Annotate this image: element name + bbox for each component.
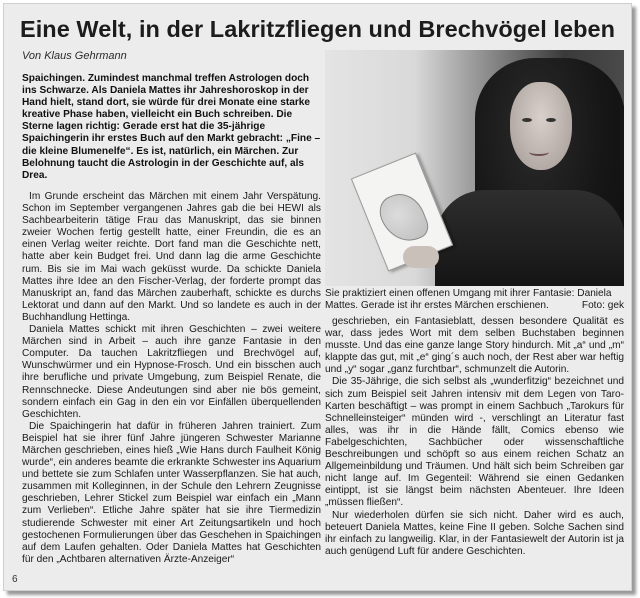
photo-body [435, 190, 624, 286]
article-column-2 [325, 316, 624, 558]
paragraph: Nur wiederholen dürfen sie sich nicht. Daher wird es auch, beteuert Daniela Mattes, keine Fine II geben. Solche Sachen sind ihr einfach zu langweilig. Klar, in der Fantasiewelt der Autorin ist ja auch genügend Luft für andere Geschichten. [325, 509, 624, 557]
paragraph: geschrieben, ein Fantasieblatt, dessen besondere Qualität es war, dass jedes Wort mit dem selben Buchstaben beginnen musste. Und das eine ganze lange Story hindurch. Mit „a“ und „m“ klappte das gut, mit „e“ ging´s auch noch, der Rest aber war heftig und „y“ sogar „ganz furchtbar“, schmunzelt die Autorin. [325, 316, 624, 376]
paragraph: Im Grunde erscheint das Märchen mit einem Jahr Verspätung. Schon im September vergangenen Jahres gab die bei HEWI als Sachbearbeiterin tätige Frau das Manuskript, das sie binnen zweier Wochen fertig gestellt hatte, einer Freundin, die es an einen Verlag weiter reichte. Dort fand man die Geschichte nett, hatte aber kein Budget frei. Und dann lag die arme Geschichte rum. Bis sie im Mai wach geküsst wurde. Da schickte Daniela Mattes ihre Idee an den Fischer-Verlag, der forderte prompt das Manuskript an, fand das Märchen zauberhaft, schickte es durchs Lektorat und dann auf den Markt. Und so landete es auch in der Buchhandlung Hettinga. [22, 191, 321, 323]
newspaper-page [3, 3, 632, 591]
photo-caption-text: Sie praktiziert einen offenen Umgang mit ihrer Fantasie: Daniela Mattes. Gerade ist ihr erstes Märchen erschienen. [325, 288, 612, 312]
photo-credit: Foto: gek [581, 300, 624, 312]
photo-eye-right [546, 118, 556, 122]
photo-hand [403, 246, 439, 268]
article-column-1 [22, 191, 321, 566]
page-number: 6 [12, 574, 18, 585]
paragraph: Daniela Mattes schickt mit ihren Geschichten – zwei weitere Märchen sind in Arbeit – auch ihre ganze Fantasie in den Computer. Da tauchen Lakritzfliegen und Brechvögel auf, Wunschwürmer und ein Hypnose-Frosch. Und ein bisschen auch ihre berufliche und private Umgebung, zum Beispiel Renate, die Rennschnecke. Diese Andeutungen sind aber nie bös gemeint, sondern einfach ein Gag in den ein vor Einfällen überquellenden Geschichten. [22, 324, 321, 420]
book-cover-art [374, 187, 432, 249]
article-lead: Spaichingen. Zumindest manchmal treffen Astrologen doch ins Schwarze. Als Daniela Mattes ihr Jahreshoroskop in der Hand hielt, stand dort, sie würde für drei Monate eine starke kreative Phase haben, vielleicht ein Buch schreiben. Die Sterne lagen richtig: Gerade erst hat die 35-jährige Spaichingerin ihr erstes Buch auf den Markt gebracht: „Fine – die kleine Blumenelfe“. Es ist, natürlich, ein Märchen. Zur Belohnung taucht die Astrologin in der Geschichte auf, als Drea. [22, 73, 321, 181]
article-byline: Von Klaus Gehrmann [22, 50, 127, 62]
author-photo [325, 50, 624, 286]
photo-mouth [529, 148, 549, 156]
paragraph: Die 35-Jährige, die sich selbst als „wunderfitzig“ bezeichnet und sich zum Beispiel seit Jahren intensiv mit dem Legen von Taro-Karten beschäftigt – was prompt in einem Sachbuch „Tarokurs für Schnelleinsteiger“ münden wird -, verschlingt an Literatur fast alles, was ihr in die Hände fällt, Comics ebenso wie Fabelgeschichten, Sachbücher oder wissenschaftliche Beschreibungen und schöpft so aus einem reichen Schatz an Allgemeinbildung und Träumen. Und hält sich beim Schreiben gar nicht lange auf. Im Gegenteil: Während sie einen Gedanken eintippt, ist sie längst beim nächsten Abenteuer. Ihre Ideen „müssen fließen“. [325, 376, 624, 509]
article-title: Eine Welt, in der Lakritzfliegen und Brechvögel leben [20, 16, 616, 42]
paragraph: Die Spaichingerin hat dafür in früheren Jahren trainiert. Zum Beispiel hat sie ihrer fünf Jahre jüngeren Schwester Marianne Märchen geschrieben, eines hieß „Wie Hans durch Faulheit König wurde“, ein anderes beamte die erkrankte Schwester ins Aquarium und bettete sie zum Schlafen unter Wasserpflanzen. Sie hat auch, zusammen mit Kolleginnen, in der Schule den Lehrern Zeugnisse geschrieben, Lehrer Stickel zum Beispiel war einfach ein „Mann zum Verlieben“. Etliche Jahre später hat sie ihre Tiermedizin studierende Schwester mit einer Art Zeitungsartikeln und hoch gestochenen Formulierungen über das Geschehen in Spaichingen auf dem Laufen gehalten. Oder Daniela Mattes hat Geschichten für den „Achtbaren alternativen Ärzte-Anzeiger“ [22, 420, 321, 565]
photo-caption [325, 288, 624, 312]
photo-face [510, 82, 572, 170]
photo-eye-left [522, 118, 532, 122]
